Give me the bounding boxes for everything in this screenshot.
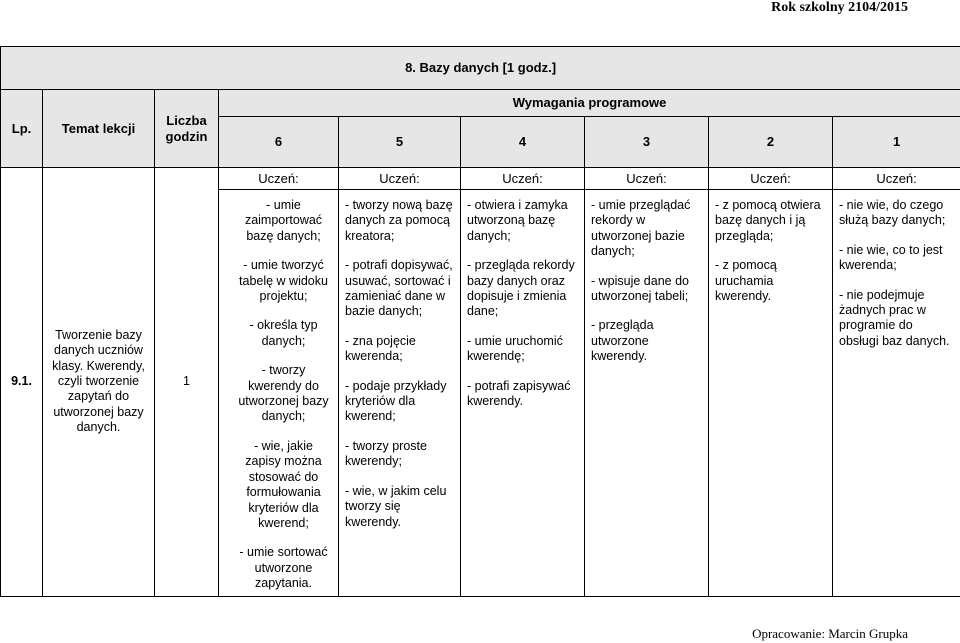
requirements-level-2 xyxy=(709,190,833,597)
student-label: Uczeń: xyxy=(339,168,461,190)
requirement-item: - wie, jakie zapisy można stosować do formułowania kryteriów dla kwerend; xyxy=(245,438,322,530)
requirements-level-3 xyxy=(585,190,709,597)
requirement-item: - nie podejmuje żadnych prac w programie do obsługi baz danych. xyxy=(839,287,950,348)
requirements-level-4 xyxy=(461,190,585,597)
requirement-item: - tworzy proste kwerendy; xyxy=(345,438,427,469)
lesson-topic: Tworzenie bazy danych uczniów klasy. Kwerendy, czyli tworzenie zapytań do utworzonej bazy danych. xyxy=(43,168,155,597)
level-header-5: 5 xyxy=(339,117,461,168)
col-header-hours: Liczba godzin xyxy=(155,90,219,168)
requirement-item: - z pomocą otwiera bazę danych i ją przegląda; xyxy=(715,198,821,243)
requirement-item: - z pomocą uruchamia kwerendy. xyxy=(715,258,777,304)
lesson-number: 9.1. xyxy=(1,168,43,597)
col-header-lp: Lp. xyxy=(1,90,43,168)
requirement-item: - podaje przykłady kryteriów dla kwerend; xyxy=(345,378,447,424)
requirement-item: - określa typ danych; xyxy=(249,318,318,348)
requirement-item: - umie tworzyć tabelę w widoku projektu; xyxy=(239,258,328,304)
requirement-item: - umie zaimportować bazę danych; xyxy=(244,198,323,243)
col-header-topic: Temat lekcji xyxy=(43,90,155,168)
requirement-item: - tworzy kwerendy do utworzonej bazy danych; xyxy=(238,363,329,424)
author-credit: Opracowanie: Marcin Grupka xyxy=(752,626,908,641)
level-header-4: 4 xyxy=(461,117,585,168)
level-header-2: 2 xyxy=(709,117,833,168)
requirements-level-6 xyxy=(219,190,339,597)
requirement-item: - umie przeglądać rekordy w utworzonej bazie danych; xyxy=(591,198,691,259)
student-label: Uczeń: xyxy=(461,168,585,190)
student-label-row xyxy=(1,168,960,190)
requirements-level-5 xyxy=(339,190,461,597)
header-row-1 xyxy=(1,90,960,117)
requirement-item: - zna pojęcie kwerenda; xyxy=(345,333,416,364)
section-title: 8. Bazy danych [1 godz.] xyxy=(1,47,960,90)
requirement-item: - przegląda utworzone kwerendy. xyxy=(591,318,654,364)
requirement-item: - wie, w jakim celu tworzy się kwerendy. xyxy=(345,483,447,529)
student-label: Uczeń: xyxy=(585,168,709,190)
requirement-item: - umie sortować utworzone zapytania. xyxy=(239,545,328,591)
requirement-item: - wpisuje dane do utworzonej tabeli; xyxy=(591,273,689,304)
student-label: Uczeń: xyxy=(709,168,833,190)
requirement-item: - nie wie, do czego służą bazy danych; xyxy=(839,198,946,228)
col-header-requirements: Wymagania programowe xyxy=(219,90,960,117)
level-header-3: 3 xyxy=(585,117,709,168)
requirement-item: - nie wie, co to jest kwerenda; xyxy=(839,242,943,273)
requirement-item: - potrafi zapisywać kwerendy. xyxy=(467,378,571,409)
student-label: Uczeń: xyxy=(219,168,339,190)
requirement-item: - przegląda rekordy bazy danych oraz dopisuje i zmienia dane; xyxy=(467,258,575,319)
requirement-item: - umie uruchomić kwerendę; xyxy=(467,333,563,364)
curriculum-table xyxy=(0,46,960,597)
requirement-item: - otwiera i zamyka utworzoną bazę danych; xyxy=(467,198,568,243)
requirement-item: - tworzy nową bazę danych za pomocą kreatora; xyxy=(345,198,453,243)
lesson-hours: 1 xyxy=(155,168,219,597)
school-year-label: Rok szkolny 2104/2015 xyxy=(771,0,908,15)
section-title-row xyxy=(1,47,960,90)
level-header-6: 6 xyxy=(219,117,339,168)
requirement-item: - potrafi dopisywać, usuwać, sortować i zamieniać dane w bazie danych; xyxy=(345,258,453,319)
student-label: Uczeń: xyxy=(833,168,960,190)
requirements-level-1 xyxy=(833,190,960,597)
level-header-1: 1 xyxy=(833,117,960,168)
